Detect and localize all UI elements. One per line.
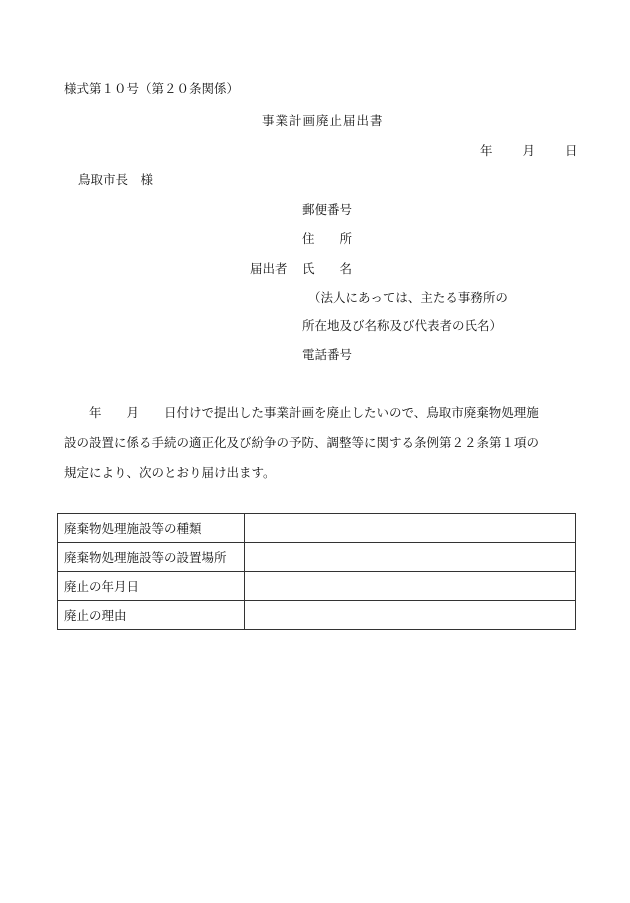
date-month-label: 月 [522,143,536,158]
facility-location-label: 廃棄物処理施設等の設置場所 [58,543,245,572]
corporation-note-line2: 所在地及び名称及び代表者の氏名） [302,318,503,333]
table-row [58,543,576,572]
date-day-label: 日 [565,143,578,158]
abolition-reason-label: 廃止の理由 [58,601,245,630]
abolition-date-label: 廃止の年月日 [58,572,245,601]
abolition-date-value[interactable] [245,572,576,601]
facility-location-value[interactable] [245,543,576,572]
document-title: 事業計画廃止届出書 [262,113,384,128]
address-label: 住 所 [302,231,353,246]
date-line [480,143,578,159]
table-row [58,572,576,601]
table-row [58,601,576,630]
facility-info-table [57,513,576,630]
table-row [58,514,576,543]
corporation-note-line1: （法人にあっては、主たる事務所の [308,290,508,305]
date-year-label: 年 [480,143,493,158]
body-paragraph [64,398,584,488]
addressee: 鳥取市長 様 [78,172,154,187]
notifier-label: 届出者 [250,261,288,276]
facility-type-label: 廃棄物処理施設等の種類 [58,514,245,543]
facility-type-value[interactable] [245,514,576,543]
body-line-1: 年 月 日付けで提出した事業計画を廃止したいので、鳥取市廃棄物処理施 [89,405,539,420]
abolition-reason-value[interactable] [245,601,576,630]
form-number: 様式第１０号（第２０条関係） [64,81,240,96]
name-label: 氏 名 [302,261,353,276]
phone-label: 電話番号 [302,347,353,362]
body-line-3: 規定により、次のとおり届け出ます。 [64,465,276,480]
postal-code-label: 郵便番号 [302,202,353,217]
body-line-2: 設の設置に係る手続の適正化及び紛争の予防、調整等に関する条例第２２条第１項の [64,435,540,450]
